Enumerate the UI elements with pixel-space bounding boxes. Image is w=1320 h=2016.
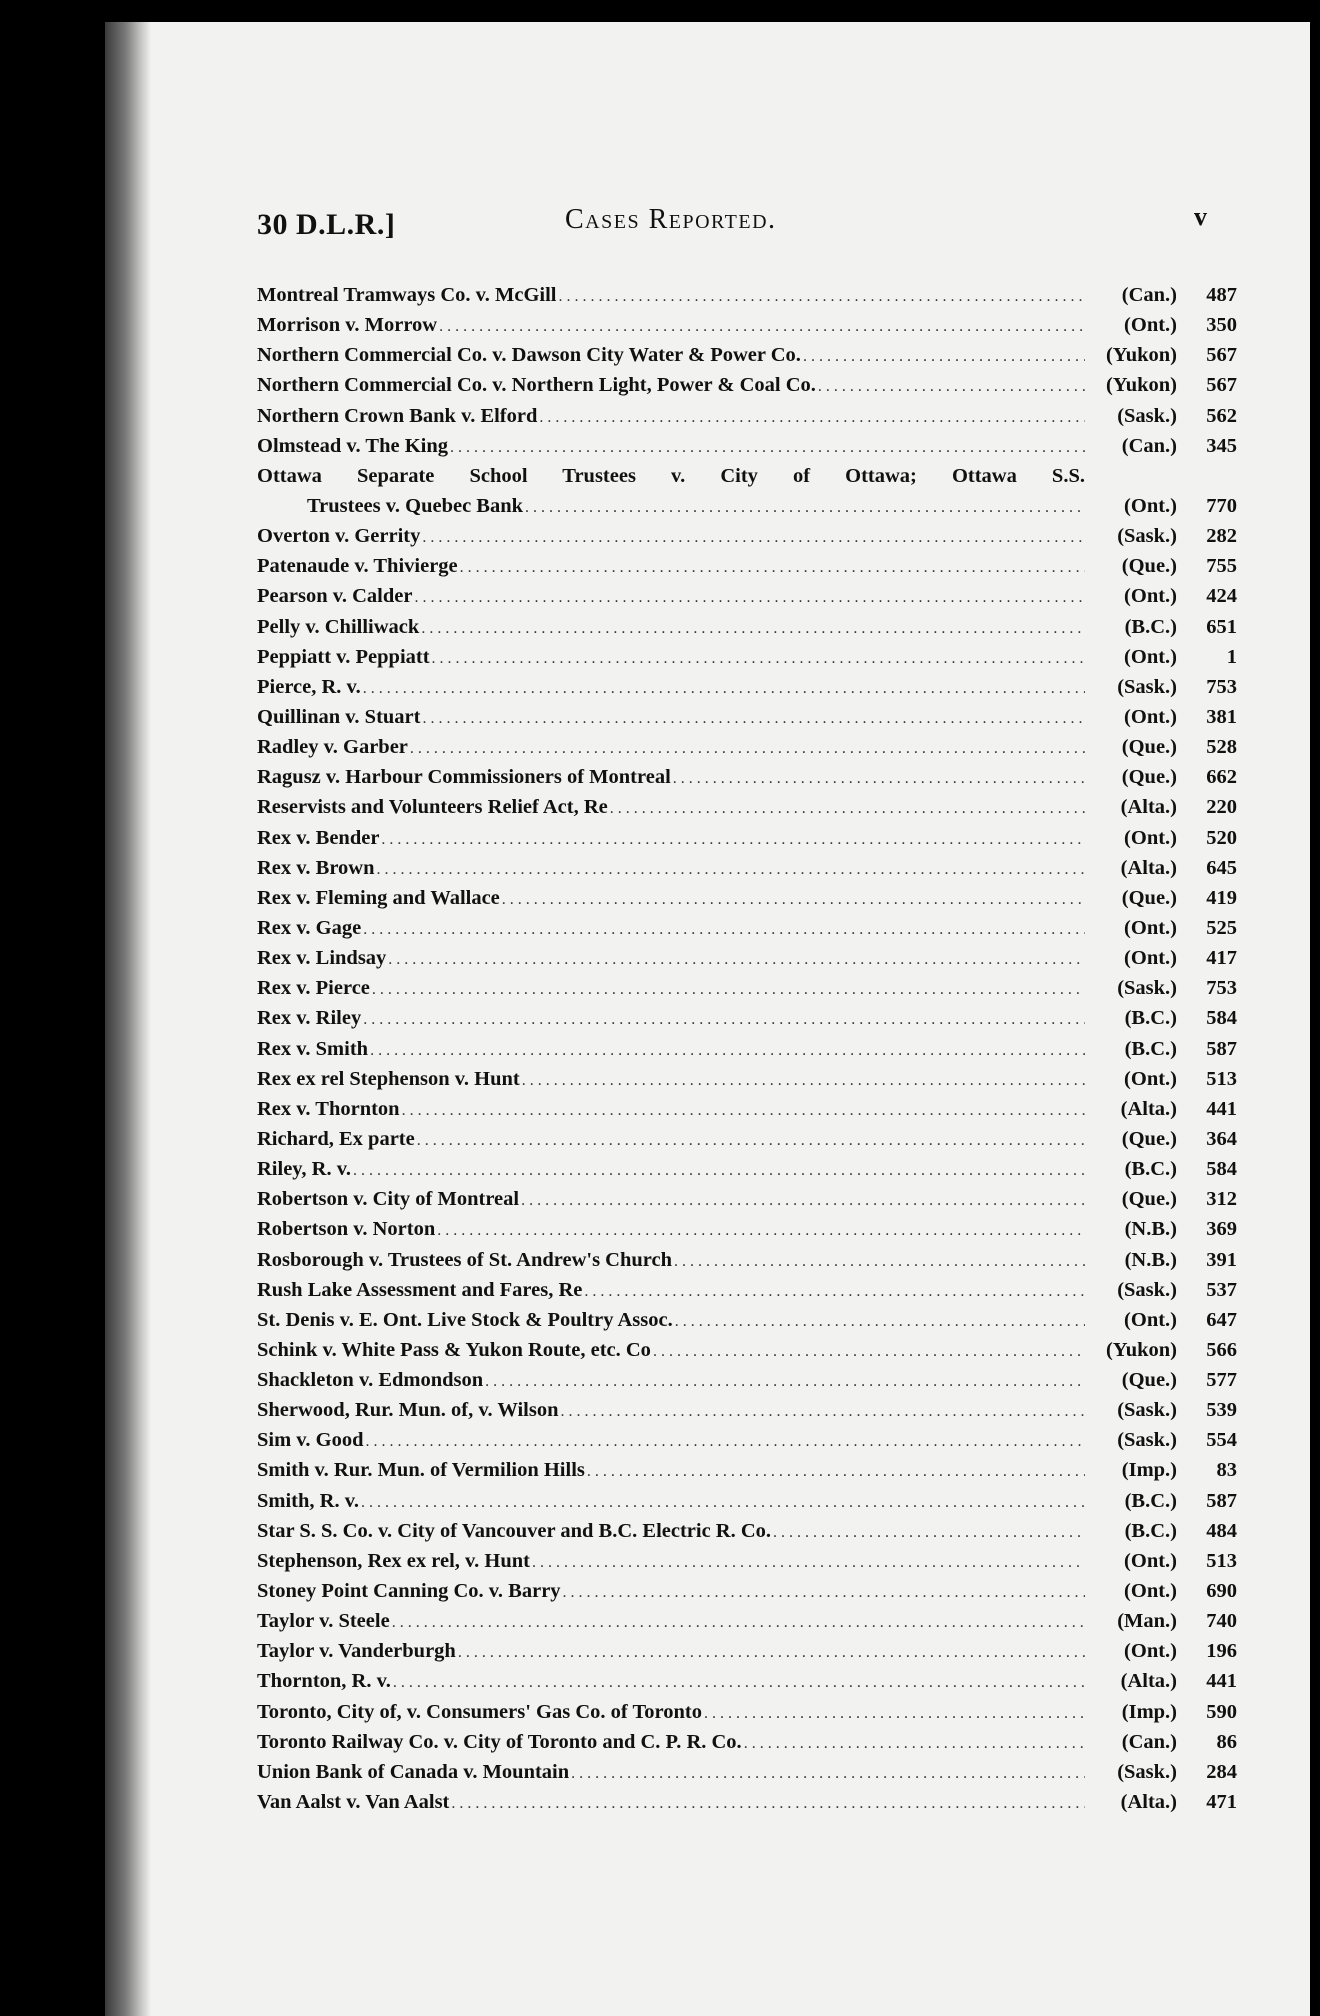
leader-dots	[363, 674, 1085, 704]
case-name: Rex v. Smith	[257, 1037, 369, 1060]
case-entry	[257, 340, 1237, 370]
case-page: 537	[1206, 1278, 1237, 1301]
leader-dots	[388, 945, 1085, 975]
case-name: Rex v. Pierce	[257, 977, 370, 1000]
case-page: 662	[1206, 766, 1237, 789]
case-court: (Alta.)	[1120, 1670, 1177, 1693]
leader-dots	[818, 372, 1085, 402]
case-court: (Ont.)	[1124, 1067, 1177, 1090]
case-page: 577	[1206, 1369, 1237, 1392]
case-page: 554	[1206, 1429, 1237, 1452]
case-name: Patenaude v. Thivierge	[257, 555, 458, 578]
case-court: (Sask.)	[1117, 675, 1177, 698]
case-name: Northern Crown Bank v. Elford	[257, 404, 538, 427]
case-page: 441	[1206, 1670, 1237, 1693]
case-court: (Ont.)	[1124, 585, 1177, 608]
case-court: (Imp.)	[1121, 1459, 1177, 1482]
case-court: (Que.)	[1121, 1188, 1177, 1211]
leader-dots	[422, 704, 1085, 734]
case-name: Smith v. Rur. Mun. of Vermilion Hills	[257, 1459, 585, 1482]
case-name: Star S. S. Co. v. City of Vancouver and B.C. Electric R. Co.	[257, 1519, 772, 1542]
case-court: (Ont.)	[1124, 916, 1177, 939]
case-entry	[257, 672, 1237, 702]
case-name: Shackleton v. Edmondson	[257, 1369, 484, 1392]
leader-dots	[421, 614, 1085, 644]
case-court: (Yukon)	[1105, 1338, 1177, 1361]
case-entry	[257, 1365, 1237, 1395]
case-name: Schink v. White Pass & Yukon Route, etc. Co	[257, 1338, 651, 1361]
leader-dots	[674, 1247, 1085, 1277]
leader-dots	[675, 1307, 1085, 1337]
case-court: (Ont.)	[1124, 1549, 1177, 1572]
leader-dots	[532, 1548, 1085, 1578]
leader-dots	[803, 342, 1085, 372]
case-entry	[257, 1154, 1237, 1184]
leader-dots	[422, 523, 1085, 553]
case-name: Pelly v. Chilliwack	[257, 615, 420, 638]
case-name: Montreal Tramways Co. v. McGill	[257, 284, 557, 306]
case-entry	[257, 1606, 1237, 1636]
case-page: 567	[1206, 374, 1237, 397]
case-court: (Que.)	[1121, 1127, 1177, 1150]
case-court: (Ont.)	[1124, 947, 1177, 970]
case-page: 562	[1206, 404, 1237, 427]
case-entry	[257, 1245, 1237, 1275]
case-page: 584	[1206, 1158, 1237, 1181]
case-entry	[257, 1576, 1237, 1606]
case-entry	[257, 1064, 1237, 1094]
case-court: (B.C.)	[1124, 615, 1177, 638]
leader-dots	[458, 1638, 1085, 1668]
case-entry	[257, 1666, 1237, 1696]
case-entry	[257, 310, 1237, 340]
leader-dots	[525, 493, 1085, 523]
case-name: Sherwood, Rur. Mun. of, v. Wilson	[257, 1399, 559, 1422]
leader-dots	[437, 1216, 1085, 1246]
page-title: Cases Reported.	[565, 204, 777, 235]
case-court: (B.C.)	[1124, 1489, 1177, 1512]
case-page: 350	[1206, 314, 1237, 337]
case-page: 484	[1206, 1519, 1237, 1542]
case-court: (Sask.)	[1117, 977, 1177, 1000]
case-entry	[257, 431, 1237, 461]
case-name: Morrison v. Morrow	[257, 314, 438, 337]
case-court: (Can.)	[1121, 284, 1177, 306]
case-entry	[257, 883, 1237, 913]
case-court: (B.C.)	[1124, 1519, 1177, 1542]
case-page: 86	[1216, 1730, 1237, 1753]
page-header	[257, 190, 1207, 250]
leader-dots	[522, 1066, 1085, 1096]
case-court: (Que.)	[1121, 555, 1177, 578]
case-court: (Que.)	[1121, 886, 1177, 909]
leader-dots	[377, 855, 1085, 885]
leader-dots	[381, 825, 1085, 855]
case-page: 312	[1206, 1188, 1237, 1211]
leader-dots	[414, 583, 1085, 613]
case-name: Stephenson, Rex ex rel, v. Hunt	[257, 1549, 530, 1572]
case-court: (Ont.)	[1124, 494, 1177, 517]
case-name: Rex v. Thornton	[257, 1097, 400, 1120]
leader-dots	[673, 764, 1085, 794]
case-court: (Sask.)	[1117, 1760, 1177, 1783]
case-entry	[257, 370, 1237, 400]
case-name: St. Denis v. E. Ont. Live Stock & Poultry Assoc.	[257, 1308, 673, 1331]
leader-dots	[584, 1277, 1085, 1307]
case-page: 83	[1216, 1459, 1237, 1482]
case-name: Quillinan v. Stuart	[257, 705, 421, 728]
case-entry	[257, 702, 1237, 732]
case-court: (Can.)	[1121, 434, 1177, 457]
leader-dots	[610, 794, 1085, 824]
case-entry	[257, 491, 1237, 521]
case-name: Ottawa Separate School Trustees v. City of Ottawa; Ottawa S.S.	[257, 464, 1085, 487]
case-entry	[257, 1214, 1237, 1244]
case-page: 381	[1206, 705, 1237, 728]
case-court: (Que.)	[1121, 1369, 1177, 1392]
case-name: Riley, R. v.	[257, 1158, 351, 1181]
case-name: Toronto Railway Co. v. City of Toronto and C. P. R. Co.	[257, 1730, 742, 1753]
case-entry	[257, 1034, 1237, 1064]
case-entry	[257, 280, 1237, 310]
case-court: (Alta.)	[1120, 1097, 1177, 1120]
case-court: (Alta.)	[1120, 796, 1177, 819]
leader-dots	[704, 1699, 1085, 1729]
case-entry	[257, 1455, 1237, 1485]
case-entry	[257, 1305, 1237, 1335]
case-page: 539	[1206, 1399, 1237, 1422]
case-court: (Ont.)	[1124, 645, 1177, 668]
case-page: 753	[1206, 977, 1237, 1000]
case-entry	[257, 1636, 1237, 1666]
case-page: 520	[1206, 826, 1237, 849]
binding-gutter	[105, 22, 151, 2016]
leader-dots	[561, 1397, 1085, 1427]
case-entry	[257, 1124, 1237, 1154]
leader-dots	[393, 1668, 1085, 1698]
case-page: 584	[1206, 1007, 1237, 1030]
case-entry	[257, 732, 1237, 762]
case-name: Rex v. Bender	[257, 826, 380, 849]
leader-dots	[539, 403, 1085, 433]
case-court: (Alta.)	[1120, 856, 1177, 879]
case-name: Peppiatt v. Peppiatt	[257, 645, 430, 668]
case-page: 755	[1206, 555, 1237, 578]
case-court: (B.C.)	[1124, 1158, 1177, 1181]
case-page: 487	[1206, 284, 1237, 306]
case-name: Northern Commercial Co. v. Northern Light, Power & Coal Co.	[257, 374, 816, 397]
case-name: Overton v. Gerrity	[257, 525, 421, 548]
case-entry	[257, 1094, 1237, 1124]
case-page: 391	[1206, 1248, 1237, 1271]
case-court: (Sask.)	[1117, 404, 1177, 427]
leader-dots	[744, 1729, 1085, 1759]
case-entry	[257, 973, 1237, 1003]
case-page: 590	[1206, 1700, 1237, 1723]
leader-dots	[571, 1759, 1085, 1789]
leader-dots	[432, 644, 1085, 674]
case-name: Rex v. Gage	[257, 916, 362, 939]
case-court: (Can.)	[1121, 1730, 1177, 1753]
leader-dots	[366, 1427, 1085, 1457]
case-page: 740	[1206, 1610, 1237, 1633]
leader-dots	[460, 553, 1085, 583]
case-entry	[257, 823, 1237, 853]
leader-dots	[450, 433, 1085, 463]
case-name: Ragusz v. Harbour Commissioners of Montreal	[257, 766, 671, 789]
leader-dots	[587, 1457, 1085, 1487]
case-page: 282	[1206, 525, 1237, 548]
case-name: Toronto, City of, v. Consumers' Gas Co. of Toronto	[257, 1700, 702, 1723]
case-court: (Ont.)	[1124, 1308, 1177, 1331]
case-page: 441	[1206, 1097, 1237, 1120]
case-page: 369	[1206, 1218, 1237, 1241]
case-page: 364	[1206, 1127, 1237, 1150]
case-entry	[257, 581, 1237, 611]
case-entry	[257, 853, 1237, 883]
case-entry	[257, 1425, 1237, 1455]
case-court: (Ont.)	[1124, 826, 1177, 849]
leader-dots	[451, 1789, 1085, 1819]
case-entry	[257, 642, 1237, 672]
leader-dots	[559, 282, 1086, 312]
leader-dots	[410, 734, 1085, 764]
case-entry	[257, 1003, 1237, 1033]
case-court: (Ont.)	[1124, 1640, 1177, 1663]
case-entry	[257, 1395, 1237, 1425]
leader-dots	[402, 1096, 1085, 1126]
case-court: (B.C.)	[1124, 1007, 1177, 1030]
case-name: Pierce, R. v.	[257, 675, 361, 698]
case-name: Smith, R. v.	[257, 1489, 359, 1512]
case-name: Rex ex rel Stephenson v. Hunt	[257, 1067, 520, 1090]
case-entry	[257, 1184, 1237, 1214]
case-name: Trustees v. Quebec Bank	[307, 494, 524, 517]
case-name: Van Aalst v. Van Aalst	[257, 1791, 450, 1814]
case-name: Reservists and Volunteers Relief Act, Re	[257, 796, 608, 819]
leader-dots	[363, 915, 1085, 945]
case-entry	[257, 521, 1237, 551]
case-page: 417	[1206, 947, 1237, 970]
case-name: Stoney Point Canning Co. v. Barry	[257, 1580, 561, 1603]
case-court: (Yukon)	[1105, 374, 1177, 397]
case-entry	[257, 1727, 1237, 1757]
case-name: Taylor v. Steele	[257, 1610, 390, 1633]
case-entry	[257, 1546, 1237, 1576]
leader-dots	[392, 1608, 1085, 1638]
case-page: 690	[1206, 1580, 1237, 1603]
leader-dots	[361, 1488, 1085, 1518]
case-name: Radley v. Garber	[257, 736, 408, 759]
leader-dots	[521, 1186, 1085, 1216]
case-court: (Que.)	[1121, 736, 1177, 759]
case-page: 220	[1206, 796, 1237, 819]
case-name: Union Bank of Canada v. Mountain	[257, 1760, 570, 1783]
case-name: Rush Lake Assessment and Fares, Re	[257, 1278, 583, 1301]
case-entry	[257, 1335, 1237, 1365]
case-page: 525	[1206, 916, 1237, 939]
case-page: 513	[1206, 1549, 1237, 1572]
case-entry	[257, 1697, 1237, 1727]
case-court: (Sask.)	[1117, 525, 1177, 548]
case-entry	[257, 1516, 1237, 1546]
case-entry	[257, 1275, 1237, 1305]
case-entry	[257, 1787, 1237, 1817]
leader-dots	[372, 975, 1085, 1005]
case-entry	[257, 1757, 1237, 1787]
case-name: Pearson v. Calder	[257, 585, 413, 608]
case-page: 567	[1206, 344, 1237, 367]
case-court: (Yukon)	[1105, 344, 1177, 367]
leader-dots	[502, 885, 1085, 915]
case-name: Thornton, R. v.	[257, 1670, 391, 1693]
case-entry	[257, 943, 1237, 973]
case-page: 513	[1206, 1067, 1237, 1090]
case-entry	[257, 461, 1237, 491]
case-page: 424	[1206, 585, 1237, 608]
case-entry	[257, 792, 1237, 822]
case-court: (Sask.)	[1117, 1399, 1177, 1422]
leader-dots	[773, 1518, 1085, 1548]
case-name: Rex v. Fleming and Wallace	[257, 886, 500, 909]
leader-dots	[417, 1126, 1085, 1156]
case-court: (Ont.)	[1124, 705, 1177, 728]
case-name: Robertson v. City of Montreal	[257, 1188, 520, 1211]
case-page: 566	[1206, 1338, 1237, 1361]
case-page: 196	[1206, 1640, 1237, 1663]
case-name: Sim v. Good	[257, 1429, 364, 1452]
case-page: 587	[1206, 1489, 1237, 1512]
leader-dots	[563, 1578, 1085, 1608]
case-court: (Sask.)	[1117, 1429, 1177, 1452]
case-name: Rex v. Riley	[257, 1007, 362, 1030]
case-page: 419	[1206, 886, 1237, 909]
case-page: 770	[1206, 494, 1237, 517]
case-court: (Alta.)	[1120, 1791, 1177, 1814]
case-page: 528	[1206, 736, 1237, 759]
case-court: (Ont.)	[1124, 314, 1177, 337]
case-name: Richard, Ex parte	[257, 1127, 415, 1150]
leader-dots	[363, 1005, 1085, 1035]
case-name: Rex v. Brown	[257, 856, 375, 879]
case-entry	[257, 1486, 1237, 1516]
leader-dots	[439, 312, 1085, 342]
case-page: 284	[1206, 1760, 1237, 1783]
case-name: Rosborough v. Trustees of St. Andrew's Church	[257, 1248, 673, 1271]
case-page: 753	[1206, 675, 1237, 698]
case-entry	[257, 913, 1237, 943]
case-page: 345	[1206, 434, 1237, 457]
case-court: (Man.)	[1117, 1610, 1177, 1633]
page-number: v	[1194, 202, 1207, 231]
case-name: Robertson v. Norton	[257, 1218, 436, 1241]
case-court: (Imp.)	[1121, 1700, 1177, 1723]
case-name: Taylor v. Vanderburgh	[257, 1640, 456, 1663]
case-court: (Que.)	[1121, 766, 1177, 789]
case-entry	[257, 401, 1237, 431]
case-page: 587	[1206, 1037, 1237, 1060]
case-entry	[257, 612, 1237, 642]
leader-dots	[485, 1367, 1085, 1397]
case-page: 647	[1206, 1308, 1237, 1331]
case-page: 471	[1206, 1791, 1237, 1814]
document-page	[105, 22, 1310, 2016]
case-page: 1	[1226, 645, 1237, 668]
case-court: (B.C.)	[1124, 1037, 1177, 1060]
case-entry	[257, 762, 1237, 792]
case-court: (Sask.)	[1117, 1278, 1177, 1301]
case-name: Olmstead v. The King	[257, 434, 448, 457]
case-page: 645	[1206, 856, 1237, 879]
leader-dots	[370, 1036, 1085, 1066]
case-court: (Ont.)	[1124, 1580, 1177, 1603]
case-name: Rex v. Lindsay	[257, 947, 387, 970]
leader-dots	[353, 1156, 1085, 1186]
volume-label: 30 D.L.R.]	[257, 208, 396, 241]
cases-list	[257, 280, 1237, 1817]
case-name: Northern Commercial Co. v. Dawson City Water & Power Co.	[257, 344, 801, 367]
case-entry	[257, 551, 1237, 581]
case-court: (N.B.)	[1124, 1218, 1177, 1241]
case-page: 651	[1206, 615, 1237, 638]
leader-dots	[653, 1337, 1085, 1367]
case-court: (N.B.)	[1124, 1248, 1177, 1271]
